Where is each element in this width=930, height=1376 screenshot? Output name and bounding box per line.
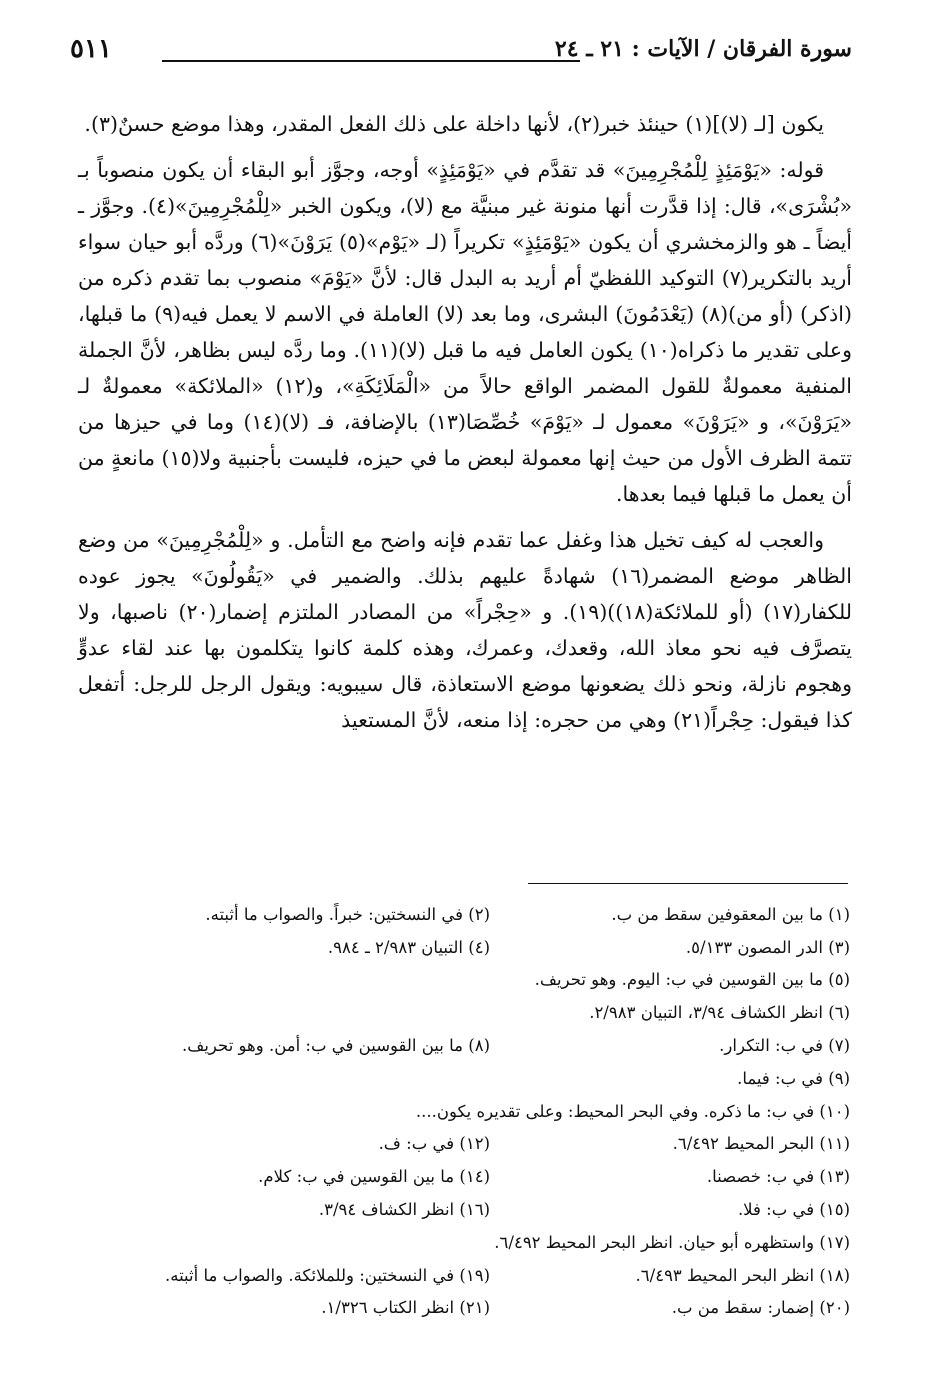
paragraph: والعجب له كيف تخيل هذا وغفل عما تقدم فإنه واضح مع التأمل. و «لِلْمُجْرِمِينَ» من وضع الظاهر موضع المضمر(١٦) شهادةً عليهم بذلك. والضمير في «يَقُولُونَ» يجوز عوده للكفار(١٧) (أو للملائكة(١٨))(١٩). و «حِجْراً» من المصادر الملتزم إضمار(٢٠) ناصبها، ولا يتصرَّف فيه نحو معاذ الله، وقعدك، وعمرك، وهذه كلمة كانوا يتكلمون بها عند لقاء عدوٍّ وهجوم نازلة، ونحو ذلك يضعونها موضع الاستعاذة، قال سيبويه: ويقول الرجل للرجل: أتفعل كذا فيقول: حِجْراً(٢١) وهي من حجره: إذا منعه، لأنَّ المستعيذ bbox=[78, 528, 852, 732]
footnotes bbox=[130, 898, 850, 1324]
running-title: سورة الفرقان / الآيات : ٢١ ـ ٢٤ bbox=[554, 36, 852, 62]
footnote-row bbox=[130, 964, 850, 997]
footnote: (٣) الدر المصون ٥/١٣٣. bbox=[685, 937, 850, 957]
footnote: (١١) البحر المحيط ٦/٤٩٢. bbox=[672, 1134, 850, 1154]
footnote: (١٠) في ب: ما ذكره. وفي البحر المحيط: وعلى تقديره يكون.... bbox=[415, 1101, 850, 1121]
footnote-row bbox=[130, 996, 850, 1029]
footnote-row bbox=[130, 1193, 850, 1226]
footnote: (٦) انظر الكشاف ٣/٩٤، التبيان ٢/٩٨٣. bbox=[589, 1003, 850, 1023]
footnote: (١٨) انظر البحر المحيط ٦/٤٩٣. bbox=[635, 1265, 850, 1285]
footnote-row bbox=[130, 1160, 850, 1193]
header-rule bbox=[162, 60, 580, 62]
footnote-row bbox=[130, 1029, 850, 1062]
paragraph: يكون [لـ (لا)](١) حينئذ خبر(٢)، لأنها داخلة على ذلك الفعل المقدر، وهذا موضع حسنٌ(٣). bbox=[84, 112, 824, 136]
page-header bbox=[70, 36, 852, 76]
footnote-row bbox=[130, 898, 850, 931]
main-text bbox=[78, 106, 852, 748]
footnote: (٢) في النسختين: خبراً. والصواب ما أثبته. bbox=[205, 904, 490, 924]
footnote: (١٧) واستظهره أبو حيان. انظر البحر المحيط ٦/٤٩٢. bbox=[494, 1232, 850, 1252]
footnote: (٢٠) إضمار: سقط من ب. bbox=[671, 1298, 850, 1318]
footnote-separator bbox=[528, 883, 848, 884]
footnote: (١٦) انظر الكشاف ٣/٩٤. bbox=[318, 1200, 490, 1220]
footnote: (١٩) في النسختين: وللملائكة. والصواب ما أثبته. bbox=[164, 1265, 490, 1285]
footnote: (٧) في ب: التكرار. bbox=[719, 1036, 850, 1056]
footnote-row bbox=[130, 1062, 850, 1095]
footnote: (١٢) في ب: ف. bbox=[378, 1134, 490, 1154]
footnote-row bbox=[130, 1259, 850, 1292]
footnote: (١) ما بين المعقوفين سقط من ب. bbox=[611, 904, 850, 924]
footnote-row bbox=[130, 1292, 850, 1325]
page-number: ٥١١ bbox=[70, 34, 112, 64]
footnote: (١٤) ما بين القوسين في ب: كلام. bbox=[258, 1167, 490, 1187]
footnote: (١٣) في ب: خصصنا. bbox=[706, 1167, 850, 1187]
footnote-row bbox=[130, 931, 850, 964]
footnote: (٨) ما بين القوسين في ب: أمن. وهو تحريف. bbox=[182, 1036, 490, 1056]
footnote-row bbox=[130, 1226, 850, 1259]
footnote: (٤) التبيان ٢/٩٨٣ ـ ٩٨٤. bbox=[327, 937, 490, 957]
footnote-row bbox=[130, 1128, 850, 1161]
footnote: (٥) ما بين القوسين في ب: اليوم. وهو تحريف. bbox=[534, 970, 850, 990]
footnote: (١٥) في ب: فلا. bbox=[737, 1200, 850, 1220]
footnote: (٩) في ب: فيما. bbox=[737, 1068, 850, 1088]
footnote-row bbox=[130, 1095, 850, 1128]
paragraph: قوله: «يَوْمَئِذٍ لِلْمُجْرِمِينَ» قد تقدَّم في «يَوْمَئِذٍ» أوجه، وجوَّز أبو البقاء أن يكون منصوباً بـ «بُشْرَى»، قال: إذا قدَّرت أنها منونة غير مبنيَّة مع (لا)، ويكون الخبر «لِلْمُجْرِمِينَ»(٤). وجوَّز ـ أيضاً ـ هو والزمخشري أن يكون «يَوْمَئِذٍ» تكريراً (لـ «يَوْم»(٥) يَرَوْنَ»(٦) وردَّه أبو حيان سواء أريد بالتكرير(٧) التوكيد اللفظيّ أم أريد به البدل قال: لأنَّ «يَوْمَ» منصوب بما تقدم ذكره من (اذكر) (أو من)(٨) (يَعْدَمُونَ) البشرى، وما بعد (لا) العاملة في الاسم لا يعمل فيه(٩) ما قبلها، وعلى تقدير ما ذكراه(١٠) يكون العامل فيه ما قبل (لا)(١١). وما ردَّه ليس بظاهر، لأنَّ الجملة المنفية معمولةٌ للقول المضمر الواقع حالاً من «الْمَلَائِكَةِ»، و(١٢) «الملائكة» معمولةٌ لـ «يَرَوْنَ»، و «يَرَوْنَ» معمول لـ «يَوْمَ» خُصِّصَا(١٣) بالإضافة، فـ (لا)(١٤) وما في حيزها من تتمة الظرف الأول من حيث إنها معمولة لبعض ما في حيزه، فليست بأجنبية ولا(١٥) مانعةٍ من أن يعمل ما قبلها فيما بعدها. bbox=[78, 158, 853, 506]
footnote: (٢١) انظر الكتاب ١/٣٢٦. bbox=[321, 1298, 490, 1318]
